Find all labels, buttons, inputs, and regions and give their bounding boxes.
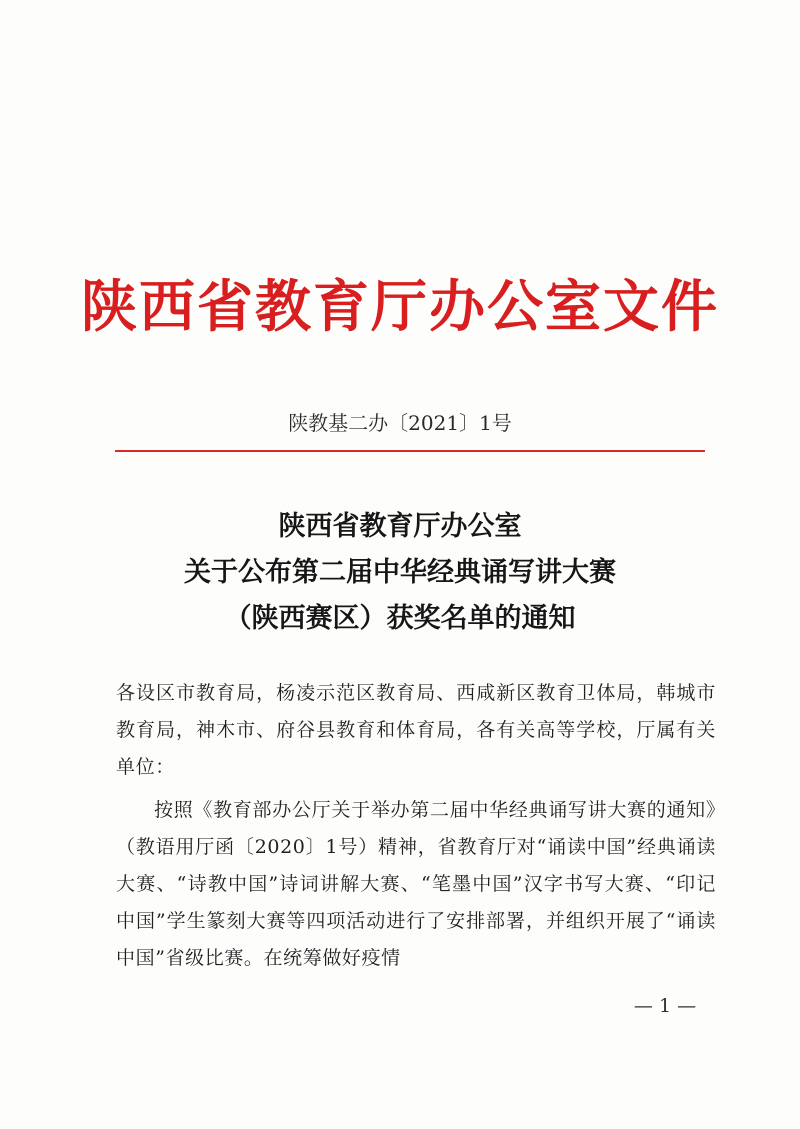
page-number: — 1 — (633, 995, 697, 1017)
notice-title-line-1: 陕西省教育厅办公室 (278, 511, 522, 542)
notice-title-line-3: （陕西赛区）获奖名单的通知 (224, 603, 576, 634)
document-header-title: 陕西省教育厅办公室文件 (81, 274, 719, 340)
notice-title-line-2: 关于公布第二届中华经典诵写讲大赛 (184, 557, 616, 588)
salutation: 各设区市教育局，杨凌示范区教育局、西咸新区教育卫体局，韩城市教育局，神木市、府谷县教育和体育局，各有关高等学校，厅属有关单位： (116, 682, 716, 778)
notice-title (0, 504, 800, 642)
document-number: 陕教基二办〔2021〕1号 (288, 411, 512, 435)
document-body (116, 675, 716, 977)
body-paragraph: 按照《教育部办公厅关于举办第二届中华经典诵写讲大赛的通知》（教语用厅函〔2020〕1号）精神，省教育厅对“诵读中国”经典诵读大赛、“诗教中国”诗词讲解大赛、“笔墨中国”汉字书写大赛、“印记中国”学生篆刻大赛等四项活动进行了安排部署，并组织开展了“诵读中国”省级比赛。在统筹做好疫情 (116, 799, 716, 969)
header-divider-line (115, 450, 705, 452)
